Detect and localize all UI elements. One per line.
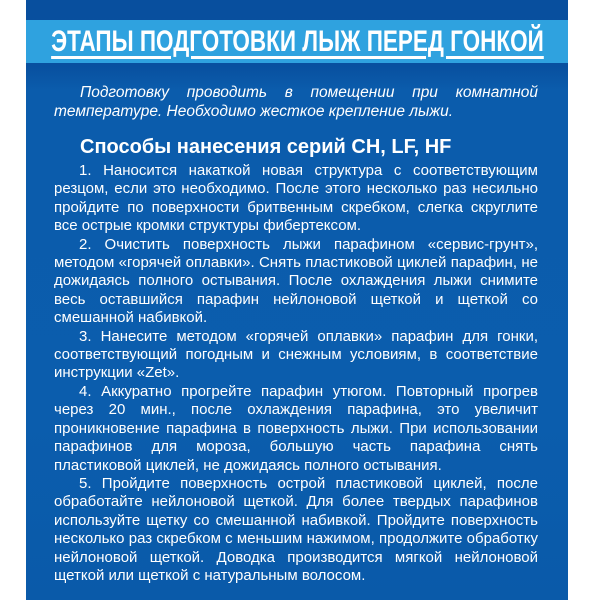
step-number: 1. (79, 162, 92, 179)
page-title: ЭТАПЫ ПОДГОТОВКИ ЛЫЖ ПЕРЕД ГОНКОЙ (50, 24, 544, 58)
step-number: 2. (79, 235, 92, 253)
step-text: Пройдите поверхность острой пластиковой циклей, после обработайте нейлоновой щеткой. Для более твердых парафинов используйте щетку со смешанной набивкой. Пройдите поверхность несколько раз скребком с меньшим нажимом, продолжите обработку нейлоновой щеткой. Доводка производится мягкой нейлоновой щеткой или щеткой с натуральным волосом. (54, 474, 538, 584)
step-paragraph-2 (54, 236, 538, 328)
step-text: Наносится накаткой новая структура с соответствующим резцом, если это необходимо. После этого несколько раз несильно пройдите по поверхности бритвенным скребком, слегка скруглите все острые кромки структуры фибертексом. (54, 162, 538, 235)
intro-paragraph: Подготовку проводить в помещении при комнатной температуре. Необходимо жесткое крепление лыжи. (54, 84, 538, 120)
step-text: Очистить поверхность лыжи парафином «сервис-грунт», методом «горячей оплавки». Снять пластиковой циклей парафин, не дожидаясь полного остывания. После охлаждения лыжи снимите весь оставшийся парафин нейлоновой щеткой и щеткой со смешанной набивкой. (54, 235, 538, 327)
content-area (26, 63, 568, 585)
title-banner (26, 20, 568, 63)
step-paragraph-4 (54, 383, 538, 475)
section-heading: Способы нанесения серий CH, LF, HF (80, 136, 452, 158)
step-text: Нанесите методом «горячей оплавки» парафин для гонки, соответствующий погодным и снежным условиям, в соответствие инструкции «Zet». (54, 327, 539, 382)
step-number: 3. (79, 327, 92, 345)
poster-background (26, 0, 568, 600)
step-paragraph-3 (54, 328, 538, 383)
step-paragraph-1 (54, 162, 538, 236)
step-number: 4. (79, 382, 92, 400)
step-text: Аккуратно прогрейте парафин утюгом. Повторный прогрев через 20 мин., после охлаждения парафина, это увеличит проникновение парафина в поверхность лыжи. При использовании парафинов для мороза, большую часть парафина снять пластиковой циклей, не дожидаясь полного остывания. (54, 382, 538, 474)
step-number: 5. (79, 474, 92, 492)
step-paragraph-5 (54, 475, 538, 585)
